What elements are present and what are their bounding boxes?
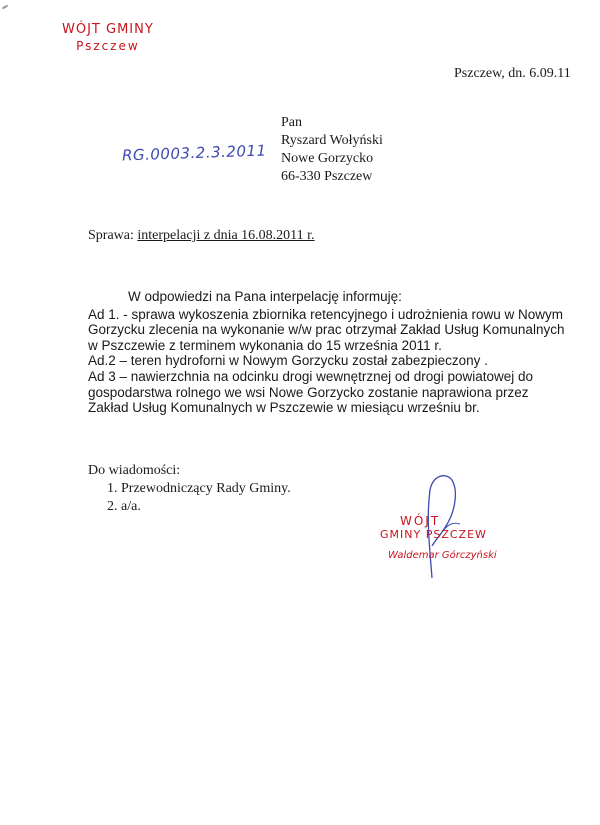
signature-stamp-name: Waldemar Górczyński [388, 550, 497, 561]
recipient-name: Ryszard Wołyński [281, 133, 383, 148]
recipient-address [281, 114, 383, 186]
copies-list [88, 480, 291, 516]
subject-text: interpelacji z dnia 16.08.2011 r. [137, 228, 315, 243]
header-stamp-line2: Pszczew [76, 39, 140, 53]
date-line: Pszczew, dn. 6.09.11 [454, 66, 571, 81]
letter-body [88, 289, 568, 416]
body-intro: W odpowiedzi na Pana interpelację informuję: [128, 289, 402, 304]
subject-label: Sprawa: [88, 228, 134, 243]
signature-stamp [360, 470, 510, 580]
recipient-salutation: Pan [281, 115, 302, 130]
body-paragraph-ad1: Ad 1. - sprawa wykoszenia zbiornika retencyjnego i udrożnienia rowu w Nowym Gorzycku zlecenia na wykonanie w/w prac otrzymał Zakład Usług Komunalnych w Pszczewie z terminem wykonania do 15 września 2011 r. [88, 306, 565, 353]
signature-stamp-line2: GMINY PSZCZEW [380, 528, 487, 541]
recipient-postal: 66-330 Pszczew [281, 169, 373, 184]
recipient-street: Nowe Gorzycko [281, 151, 374, 166]
copies-item: 1. Przewodniczący Rady Gminy. [121, 480, 291, 498]
scan-mark [2, 5, 8, 10]
header-stamp [62, 22, 154, 54]
subject-line [88, 228, 315, 244]
handwritten-reference: RG.0003.2.3.2011 [121, 141, 267, 165]
copies-item: 2. a/a. [121, 498, 291, 516]
body-paragraph-ad2: Ad.2 – teren hydroforni w Nowym Gorzycku został zabezpieczony . [88, 353, 488, 369]
copies-section [88, 462, 291, 516]
body-paragraph-ad3: Ad 3 – nawierzchnia na odcinku drogi wewnętrznej od drogi powiatowej do gospodarstwa rolnego we wsi Nowe Gorzycko zostanie naprawiona przez Zakład Usług Komunalnych w Pszczewie w miesiącu wrześniu br. [88, 368, 534, 416]
header-stamp-line1: WÓJT GMINY [62, 22, 154, 37]
copies-label: Do wiadomości: [88, 463, 181, 478]
signature-stamp-line1: WÓJT [400, 514, 441, 528]
